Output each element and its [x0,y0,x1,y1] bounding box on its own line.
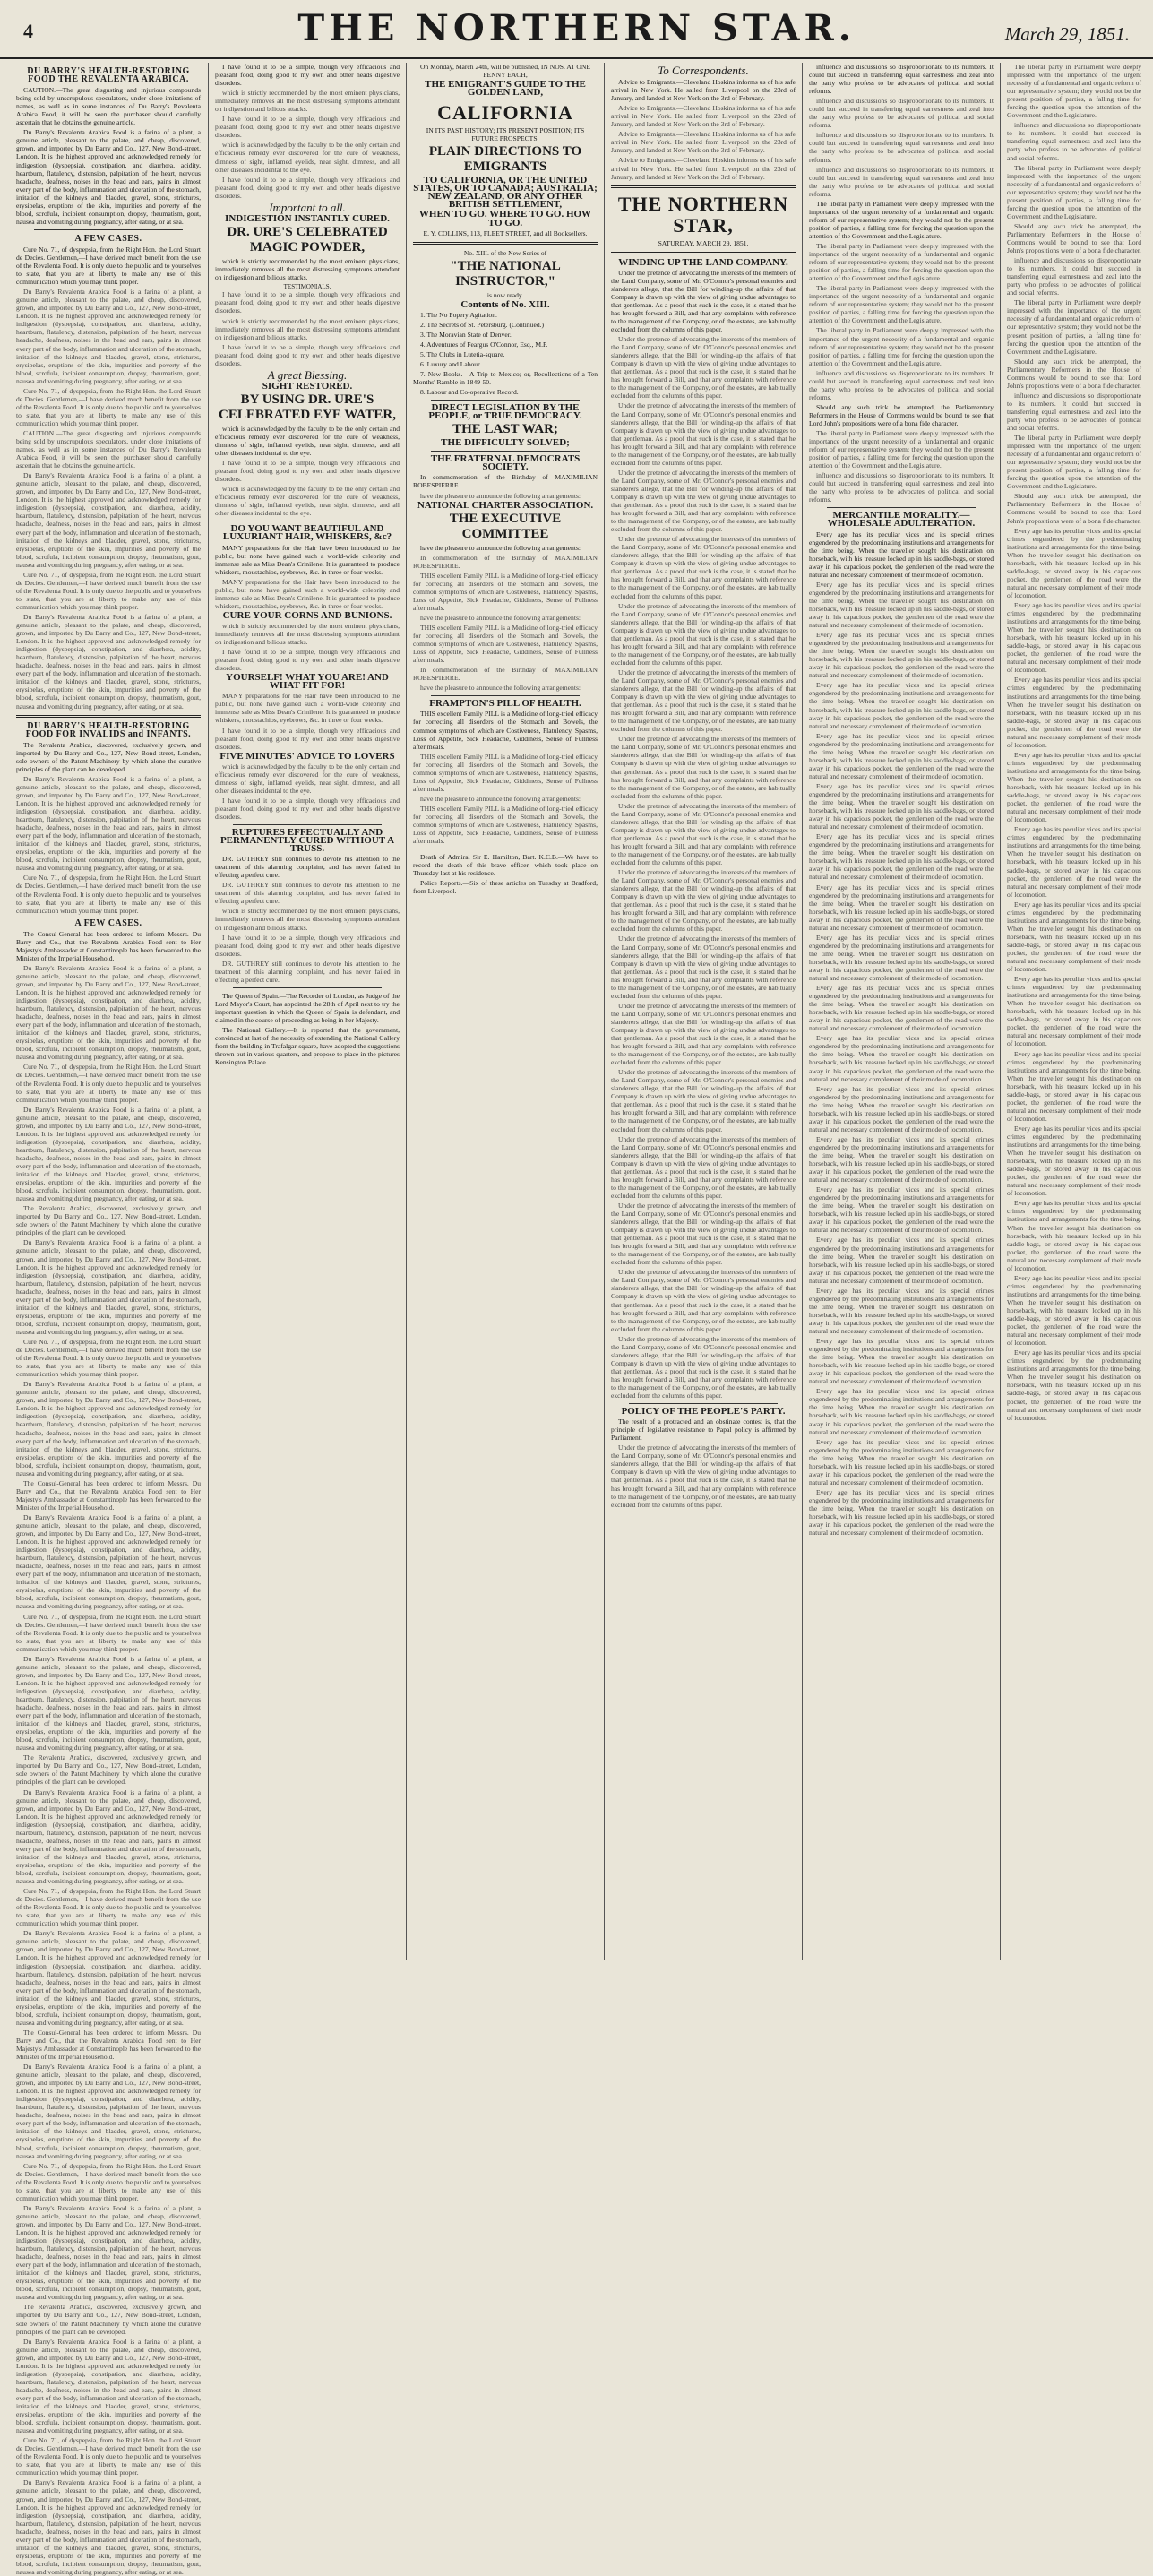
leader-paragraph: influence and discussions so disproportionate to its numbers. It could but succeed in transferring equal earnestness and zeal into the party who profess to be advocates of political and social reforms. [809,63,994,96]
divider [34,229,183,230]
paragraph: In commemoration of the Birthday of MAXIMILIAN ROBESPIERRE. [413,666,598,683]
ad-paragraph: Du Barry's Revalenta Arabica Food is a farina of a plant, a genuine article, pleasant to the palate, and cheap, discovered, grown, and imported by Du Barry and Co., 127, New Bond-street, London. It is the highest approved and acknowledged remedy for indigestion (dyspepsia), constipation, and diarrhœa, acidity, heartburn, flatulency, distension, palpitation of the heart, nervous headache, deafness, noises in the head and ears, pains in almost every part of the body, inflammation and ulceration of the stomach, irritation of the kidneys and bladder, gravel, stone, strictures, erysipelas, eruptions of the skin, impurities and poverty of the blood, scrofula, incipient consumption, dropsy, rheumatism, gout, nausea and vomiting during pregnancy, after eating, or at sea. [16,2203,201,2302]
leader-paragraph: Every age has its peculiar vices and its special crimes engendered by the predominating institutions and arrangements for the time being. When the traveller sought his destination on horseback, with his treasure locked up in his saddle-bags, or stored away in his capacious pocket, the gentlemen of the road were the natural and necessary complement of their mode of locomotion. [809,933,994,983]
page-number: 4 [23,20,33,42]
contents-heading: Contents of No. XIII. [460,298,550,310]
leader-paragraph: influence and discussions so disproportionate to its numbers. It could but succeed in transferring equal earnestness and zeal into the party who profess to be advocates of political and social reforms. [1007,391,1141,433]
masthead [0,0,1153,59]
instructor-status: is now ready. [486,290,524,299]
paragraph: DR. GUTHREY still continues to devote his attention to the treatment of this alarming complaint, and has never failed in effecting a perfect cure. [215,959,400,984]
ad-paragraph: CAUTION.—The great disgusting and injurious compounds being sold by unscrupulous speculators, under close imitations of names, as well as in some instances of Du Barry's Revalenta Arabica Food, it will be seen the purchaser should carefully ascertain that he obtains the genuine article. [16,86,201,127]
ad-paragraph: Cure No. 71, of dyspepsia, from the Right Hon. the Lord Stuart de Decies. Gentlemen,—I have derived much benefit from the use of the Revalenta Food. It is only due to the public and to yourselves to state, that you are at liberty to make any use of this communication which you may think proper. [16,1337,201,1379]
ad-heading: FRAMPTON'S PILL OF HEALTH. [429,698,581,710]
divider [431,695,580,696]
paragraph: I have found it to be a simple, though very efficacious and pleasant food, doing good to my own and other heads digestive disorders. [215,290,400,315]
ad-paragraph: Du Barry's Revalenta Arabica Food is a farina of a plant, a genuine article, pleasant to the palate, and cheap, discovered, grown, and imported by Du Barry and Co., 127, New Bond-street, London. It is the highest approved and acknowledged remedy for indigestion (dyspepsia), constipation, and diarrhœa, acidity, heartburn, flatulency, distension, palpitation of the heart, nervous headache, deafness, noises in the head and ears, pains in almost every part of the body, inflammation and ulceration of the stomach, irritation of the kidneys and bladder, gravel, stone, strictures, erysipelas, eruptions of the skin, impurities and poverty of the blood, scrofula, incipient consumption, dropsy, rheumatism, gout, nausea and vomiting during pregnancy, after eating, or at sea. [16,1105,201,1203]
paragraph: have the pleasure to announce the following arrangements: [420,543,581,552]
ad-paragraph: which is acknowledged by the faculty to be the only certain and efficacious remedy ever discovered for the cure of weakness, dimness of sight, inflamed eyelids, near sight, dimness, and all other diseases incidental to the eye. [215,424,400,458]
ad-paragraph: The Revalenta Arabica, discovered, exclusively grown, and imported by Du Barry and Co., 127, New Bond-street, London, sole owners of the Patent Machinery by which alone the curative principles of the plant can be developed. [16,1204,201,1237]
testimonial-paragraph: Cure No. 71, of dyspepsia, from the Right Hon. the Lord Stuart de Decies. Gentlemen,—I have derived much benefit from the use of the Revalenta Food. It is only due to the public and to yourselves to state, that you are at liberty to make any use of this communication which you may think proper. [16,386,201,427]
column-3 [413,63,598,1960]
editorial-date: SATURDAY, MARCH 29, 1851. [658,238,749,247]
contents-item: 7. New Books.—A Trip to Mexico; or, Recollections of a Ten Months' Ramble in 1849-50. [413,370,598,387]
ad-paragraph: Du Barry's Revalenta Arabica Food is a farina of a plant, a genuine article, pleasant to the palate, and cheap, discovered, grown, and imported by Du Barry and Co., 127, New Bond-street, London. It is the highest approved and acknowledged remedy for indigestion (dyspepsia), constipation, and diarrhœa, acidity, heartburn, flatulency, distension, palpitation of the heart, nervous headache, deafness, noises in the head and ears, pains in almost every part of the body, inflammation and ulceration of the stomach, irritation of the kidneys and bladder, gravel, stone, strictures, erysipelas, eruptions of the skin, impurities and poverty of the blood, scrofula, incipient consumption, dropsy, rheumatism, gout, nausea and vomiting during pregnancy, after eating, or at sea. [16,1238,201,1336]
leader-paragraph: Every age has its peculiar vices and its special crimes engendered by the predominating institutions and arrangements for the time being. When the traveller sought his destination on horseback, with his treasure locked up in his saddle-bags, or stored away in his capacious pocket, the gentlemen of the road were the natural and necessary complement of their mode of locomotion. [809,731,994,780]
ad-paragraph: Du Barry's Revalenta Arabica Food is a farina of a plant, a genuine article, pleasant to the palate, and cheap, discovered, grown, and imported by Du Barry and Co., 127, New Bond-street, London. It is the highest approved and acknowledged remedy for indigestion (dyspepsia), constipation, and diarrhœa, acidity, heartburn, flatulency, distension, palpitation of the heart, nervous headache, deafness, noises in the head and ears, pains in almost every part of the body, inflammation and ulceration of the stomach, irritation of the kidneys and bladder, gravel, stone, strictures, erysipelas, eruptions of the skin, impurities and poverty of the blood, scrofula, incipient consumption, dropsy, rheumatism, gout, nausea and vomiting during pregnancy, after eating, or at sea. [16,1380,201,1478]
leader-paragraph: Every age has its peculiar vices and its special crimes engendered by the predominating institutions and arrangements for the time being. When the traveller sought his destination on horseback, with his treasure locked up in his saddle-bags, or stored away in his capacious pocket, the gentlemen of the road were the natural and necessary complement of their mode of locomotion. [809,1387,994,1436]
leader-paragraph: Every age has its peculiar vices and its special crimes engendered by the predominating institutions and arrangements for the time being. When the traveller sought his destination on horseback, with his treasure locked up in his saddle-bags, or stored away in his capacious pocket, the gentlemen of the road were the natural and necessary complement of their mode of locomotion. [1007,975,1141,1048]
leader-paragraph: Every age has its peculiar vices and its special crimes engendered by the predominating institutions and arrangements for the time being. When the traveller sought his destination on horseback, with his treasure locked up in his saddle-bags, or stored away in his capacious pocket, the gentlemen of the road were the natural and necessary complement of their mode of locomotion. [809,781,994,831]
paragraph: I have found it to be a simple, though very efficacious and pleasant food, doing good to my own and other heads digestive disorders. [215,933,400,958]
california-heading: CALIFORNIA [437,101,573,125]
paragraph: have the pleasure to announce the following arrangements: [420,613,581,622]
divider [16,715,201,718]
ad-heading: DU BARRY'S HEALTH-RESTORING FOOD THE REVALENTA ARABICA. [27,66,190,85]
leader-paragraph: Every age has its peculiar vices and its special crimes engendered by the predominating institutions and arrangements for the time being. When the traveller sought his destination on horseback, with his treasure locked up in his saddle-bags, or stored away in his capacious pocket, the gentlemen of the road were the natural and necessary complement of their mode of locomotion. [1007,1199,1141,1272]
paragraph: which is strictly recommended by the most eminent physicians, immediately removes all the most distressing symptoms attendant on indigestion and bilious attacks. [215,89,400,114]
ad-paragraph: Du Barry's Revalenta Arabica Food is a farina of a plant, a genuine article, pleasant to the palate, and cheap, discovered, grown, and imported by Du Barry and Co., 127, New Bond-street, London. It is the highest approved and acknowledged remedy for indigestion (dyspepsia), constipation, and diarrhœa, acidity, heartburn, flatulency, distension, palpitation of the heart, nervous headache, deafness, noises in the head and ears, pains in almost every part of the body, inflammation and ulceration of the stomach, irritation of the kidneys and bladder, gravel, stone, strictures, erysipelas, eruptions of the skin, impurities and poverty of the blood, scrofula, incipient consumption, dropsy, rheumatism, gout, nausea and vomiting during pregnancy, after eating, or at sea. [16,1929,201,2027]
leader-paragraph: Every age has its peculiar vices and its special crimes engendered by the predominating institutions and arrangements for the time being. When the traveller sought his destination on horseback, with his treasure locked up in his saddle-bags, or stored away in his capacious pocket, the gentlemen of the road were the natural and necessary complement of their mode of locomotion. [1007,676,1141,749]
leader-paragraph: Every age has its peculiar vices and its special crimes engendered by the predominating institutions and arrangements for the time being. When the traveller sought his destination on horseback, with his treasure locked up in his saddle-bags, or stored away in his capacious pocket, the gentlemen of the road were the natural and necessary complement of their mode of locomotion. [809,1084,994,1133]
ad-heading: RUPTURES EFFECTUALLY AND PERMANENTLY CURED WITHOUT A TRUSS. [219,827,395,855]
ad-paragraph: The Revalenta Arabica, discovered, exclusively grown, and imported by Du Barry and Co., 127, New Bond-street, London, sole owners of the Patent Machinery by which alone the curative principles of the plant can be developed. [16,740,201,773]
paragraph: Advice to Emigrants.—Cleveland Hoskins informs us of his safe arrival in New York. He sailed from Liverpool on the 23rd of January, and landed at New York on the 3rd of February. [611,104,796,129]
paragraph: I have found it to be a simple, though very efficacious and pleasant food, doing good to my own and other heads digestive disorders. [215,459,400,484]
leader-paragraph: influence and discussions so disproportionate to its numbers. It could but succeed in transferring equal earnestness and zeal into the party who profess to be advocates of political and social reforms. [1007,121,1141,162]
leader-paragraph: Every age has its peculiar vices and its special crimes engendered by the predominating institutions and arrangements for the time being. When the traveller sought his destination on horseback, with his treasure locked up in his saddle-bags, or stored away in his capacious pocket, the gentlemen of the road were the natural and necessary complement of their mode of locomotion. [1007,900,1141,974]
ad-paragraph: Cure No. 71, of dyspepsia, from the Right Hon. the Lord Stuart de Decies. Gentlemen,—I have derived much benefit from the use of the Revalenta Food. It is only due to the public and to yourselves to state, that you are at liberty to make any use of this communication which you may think proper. [16,2161,201,2202]
paragraph: which is acknowledged by the faculty to be the only certain and efficacious remedy ever discovered for the cure of weakness, dimness of sight, inflamed eyelids, near sight, dimness, and all other diseases incidental to the eye. [215,141,400,174]
ad-paragraph: Du Barry's Revalenta Arabica Food is a farina of a plant, a genuine article, pleasant to the palate, and cheap, discovered, grown, and imported by Du Barry and Co., 127, New Bond-street, London. It is the highest approved and acknowledged remedy for indigestion (dyspepsia), constipation, and diarrhœa, acidity, heartburn, flatulency, distension, palpitation of the heart, nervous headache, deafness, noises in the head and ears, pains in almost every part of the body, inflammation and ulceration of the stomach, irritation of the kidneys and bladder, gravel, stone, strictures, erysipelas, eruptions of the skin, impurities and poverty of the blood, scrofula, incipient consumption, dropsy, rheumatism, gout, nausea and vomiting during pregnancy, after eating, or at sea. [16,2063,201,2160]
testimonials-label: TESTIMONIALS. [283,282,331,290]
contents-item: 4. Adventures of Feargus O'Connor, Esq., M.P. [420,340,548,349]
section-heading: A FEW CASES. [74,233,142,244]
leader-paragraph: Every age has its peculiar vices and its special crimes engendered by the predominating institutions and arrangements for the time being. When the traveller sought his destination on horseback, with his treasure locked up in his saddle-bags, or stored away in his capacious pocket, the gentlemen of the road were the natural and necessary complement of their mode of locomotion. [1007,750,1141,824]
paragraph: MANY preparations for the Hair have been introduced to the public, but none have gained such a world-wide celebrity and immense sale as Miss Dean's Crinilene. It is guaranteed to produce whiskers, moustachios, eyebrows, &c. in three or four weeks. [215,577,400,610]
section-heading: Important to all. [269,200,346,214]
ad-paragraph: The Revalenta Arabica, discovered, exclusively grown, and imported by Du Barry and Co., 127, New Bond-street, London, sole owners of the Patent Machinery by which alone the curative principles of the plant can be developed. [16,2303,201,2336]
ad-heading: DU BARRY'S HEALTH-RESTORING FOOD FOR INVALIDS and INFANTS. [25,720,192,739]
leader-paragraph: Every age has its peculiar vices and its special crimes engendered by the predominating institutions and arrangements for the time being. When the traveller sought his destination on horseback, with his treasure locked up in his saddle-bags, or stored away in his capacious pocket, the gentlemen of the road were the natural and necessary complement of their mode of locomotion. [809,1487,994,1538]
leader-paragraph: Every age has its peculiar vices and its special crimes engendered by the predominating institutions and arrangements for the time being. When the traveller sought his destination on horseback, with his treasure locked up in his saddle-bags, or stored away in his capacious pocket, the gentlemen of the road were the natural and necessary complement of their mode of locomotion. [1007,526,1141,599]
leader-paragraph: The liberal party in Parliament were deeply impressed with the importance of the urgent necessity of a fundamental and organic reform of our representative system; they would not be the present position of parties, a falling time for forcing the question upon the attention of the Government and the Legislature. [809,326,994,367]
column-rule [802,63,803,1960]
paragraph: Advice to Emigrants.—Cleveland Hoskins informs us of his safe arrival in New York. He sailed from Liverpool on the 23rd of January, and landed at New York on the 3rd of February. [611,130,796,155]
ad-paragraph: Du Barry's Revalenta Arabica Food is a farina of a plant, a genuine article, pleasant to the palate, and cheap, discovered, grown, and imported by Du Barry and Co., 127, New Bond-street, London. It is the highest approved and acknowledged remedy for indigestion (dyspepsia), constipation, and diarrhœa, acidity, heartburn, flatulency, distension, palpitation of the heart, nervous headache, deafness, noises in the head and ears, pains in almost every part of the body, inflammation and ulceration of the stomach, irritation of the kidneys and bladder, gravel, stone, strictures, erysipelas, eruptions of the skin, impurities and poverty of the blood, scrofula, incipient consumption, dropsy, rheumatism, gout, nausea and vomiting during pregnancy, after eating, or at sea. [16,963,201,1062]
leader-paragraph: Every age has its peculiar vices and its special crimes engendered by the predominating institutions and arrangements for the time being. When the traveller sought his destination on horseback, with his treasure locked up in his saddle-bags, or stored away in his capacious pocket, the gentlemen of the road were the natural and necessary complement of their mode of locomotion. [809,984,994,1033]
divider [611,185,796,188]
ad-paragraph: Cure No. 71, of dyspepsia, from the Right Hon. the Lord Stuart de Decies. Gentlemen,—I have derived much benefit from the use of the Revalenta Food. It is only due to the public and to yourselves to state, that you are at liberty to make any use of this communication which you may think proper. [16,1063,201,1104]
paragraph: THIS excellent Family PILL is a Medicine of long-tried efficacy for correcting all disorders of the Stomach and Bowels, the common symptoms of which are Costiveness, Flatulency, Spasms, Loss of Appetite, Sick Headache, Giddiness, Sense of Fullness after meals. [413,804,598,846]
ad-heading: DO YOU WANT BEAUTIFUL AND LUXURIANT HAIR, WHISKERS, &c? [222,523,392,543]
ad-paragraph: DR. GUTHREY still continues to devote his attention to the treatment of this alarming complaint, and has never failed in effecting a perfect cure. [215,855,400,880]
divider [431,400,580,401]
leader-paragraph: Under the pretence of advocating the interests of the members of the Land Company, some of Mr. O'Connor's personal enemies and slanderers allege, that the Bill for winding-up the affairs of that Company is drawn up with the view of giving undue advantages to that gentleman. As a proof that such is the case, it is stated that he has brought forward a Bill, and that any complaints with reference to the management of the Company, or of the estates, are habitually excluded from the columns of this paper. [611,468,796,534]
section-heading: A great Blessing. [267,367,348,382]
instructor-number: No. XIII. of the New Series of [463,248,547,257]
ad-heading: YOURSELF! WHAT YOU ARE! AND WHAT FIT FOR! [226,672,389,692]
leader-paragraph: Every age has its peculiar vices and its special crimes engendered by the predominating institutions and arrangements for the time being. When the traveller sought his destination on horseback, with his treasure locked up in his saddle-bags, or stored away in his capacious pocket, the gentlemen of the road were the natural and necessary complement of their mode of locomotion. [809,1337,994,1386]
paragraph: have the pleasure to announce the following arrangements: [420,794,581,803]
editorial-masthead: THE NORTHERN STAR, [617,192,789,237]
ad-heading: THE EXECUTIVE COMMITTEE [449,511,562,541]
ad-paragraph: The Consul-General has been ordered to inform Messrs. Du Barry and Co., that the Revalenta Arabica Food sent to Her Majesty's Ambassador at Constantinople has been forwarded to the Minister of the Imperial Household. [16,1478,201,1512]
news-paragraph: Death of Admiral Sir E. Hamilton, Bart. K.C.B.—We have to record the death of this brave officer, which took place on Thursday last at his residence. [413,853,598,878]
ad-paragraph: Cure No. 71, of dyspepsia, from the Right Hon. the Lord Stuart de Decies. Gentlemen,—I have derived much benefit from the use of the Revalenta Food. It is only due to the public and to yourselves to state, that you are at liberty to make any use of this communication which you may think proper. [16,874,201,915]
leader-paragraph: Should any such trick be attempted, the Parliamentary Reformers in the House of Commons would be bound to see that Lord John's propositions were of a bona fide character. [1007,492,1141,525]
leader-paragraph: Under the pretence of advocating the interests of the members of the Land Company, some of Mr. O'Connor's personal enemies and slanderers allege, that the Bill for winding-up the affairs of that Company is drawn up with the view of giving undue advantages to that gentleman. As a proof that such is the case, it is stated that he has brought forward a Bill, and that any complaints with reference to the management of the Company, or of the estates, are habitually excluded from the columns of this paper. [611,1201,796,1267]
contents-item: 6. Luxury and Labour. [420,359,482,368]
leader-paragraph: Every age has its peculiar vices and its special crimes engendered by the predominating institutions and arrangements for the time being. When the traveller sought his destination on horseback, with his treasure locked up in his saddle-bags, or stored away in his capacious pocket, the gentlemen of the road were the natural and necessary complement of their mode of locomotion. [809,1185,994,1235]
paragraph: THIS excellent Family PILL is a Medicine of long-tried efficacy for correcting all disorders of the Stomach and Bowels, the common symptoms of which are Costiveness, Flatulency, Spasms, Loss of Appetite, Sick Headache, Giddiness, Sense of Fullness after meals. [413,571,598,612]
testimonial-paragraph: Du Barry's Revalenta Arabica Food is a farina of a plant, a genuine article, pleasant to the palate, and cheap, discovered, grown, and imported by Du Barry and Co., 127, New Bond-street, London. It is the highest approved and acknowledged remedy for indigestion (dyspepsia), constipation, and diarrhœa, acidity, heartburn, flatulency, distension, palpitation of the heart, nervous headache, deafness, noises in the head and ears, pains in almost every part of the body, inflammation and ulceration of the stomach, irritation of the kidneys and bladder, gravel, stone, strictures, erysipelas, eruptions of the skin, impurities and poverty of the blood, scrofula, incipient consumption, dropsy, rheumatism, gout, nausea and vomiting during pregnancy, after eating, or at sea. [16,288,201,385]
divider [611,252,796,254]
divider [827,507,976,508]
leader-paragraph: Should any such trick be attempted, the Parliamentary Reformers in the House of Commons would be bound to see that Lord John's propositions were of a bona fide character. [1007,221,1141,255]
ad-paragraph: The Consul-General has been ordered to inform Messrs. Du Barry and Co., that the Revalenta Arabica Food sent to Her Majesty's Ambassador at Constantinople has been forwarded to the Minister of the Imperial Household. [16,929,201,962]
leader-paragraph: Under the pretence of advocating the interests of the members of the Land Company, some of Mr. O'Connor's personal enemies and slanderers allege, that the Bill for winding-up the affairs of that Company is drawn up with the view of giving undue advantages to that gentleman. As a proof that such is the case, it is stated that he has brought forward a Bill, and that any complaints with reference to the management of the Company, or of the estates, are habitually excluded from the columns of this paper. [611,935,796,1000]
ad-heading: BY USING DR. URE'S CELEBRATED EYE WATER, [219,392,396,422]
ad-paragraph: Du Barry's Revalenta Arabica Food is a farina of a plant, a genuine article, pleasant to the palate, and cheap, discovered, grown, and imported by Du Barry and Co., 127, New Bond-street, London. It is the highest approved and acknowledged remedy for indigestion (dyspepsia), constipation, and diarrhœa, acidity, heartburn, flatulency, distension, palpitation of the heart, nervous headache, deafness, noises in the head and ears, pains in almost every part of the body, inflammation and ulceration of the stomach, irritation of the kidneys and bladder, gravel, stone, strictures, erysipelas, eruptions of the skin, impurities and poverty of the blood, scrofula, incipient consumption, dropsy, rheumatism, gout, nausea and vomiting during pregnancy, after eating, or at sea. [16,128,201,226]
leader-paragraph: influence and discussions so disproportionate to its numbers. It could but succeed in transferring equal earnestness and zeal into the party who profess to be advocates of political and social reforms. [809,471,994,504]
news-paragraph: Police Reports.—Six of these articles on Tuesday at Bradford, from Liverpool. [413,879,598,896]
paragraph: I have found it to be a simple, though very efficacious and pleasant food, doing good to my own and other heads digestive disorders. [215,115,400,140]
contents-item: 5. The Clubs in Lutetia-square. [420,349,505,358]
leader-paragraph: The liberal party in Parliament were deeply impressed with the importance of the urgent necessity of a fundamental and organic reform of our representative system; they would not be the present position of parties, a falling time for forcing the question upon the attention of the Government and the Legislature. [809,199,994,240]
ad-paragraph: The Revalenta Arabica, discovered, exclusively grown, and imported by Du Barry and Co., 127, New Bond-street, London, sole owners of the Patent Machinery by which alone the curative principles of the plant can be developed. [16,1753,201,1787]
publisher: E. Y. COLLINS, 113, FLEET STREET, and all Booksellers. [423,228,588,237]
guide-subtitle: IN ITS PAST HISTORY; ITS PRESENT POSITION; ITS FUTURE PROSPECTS: [426,126,585,143]
paragraph: I have found it to be a simple, though very efficacious and pleasant food, doing good to my own and other heads digestive disorders. [215,796,400,821]
leader-paragraph: influence and discussions so disproportionate to its numbers. It could but succeed in transferring equal earnestness and zeal into the party who profess to be advocates of political and social reforms. [1007,256,1141,297]
paragraph: I have found it to be a simple, though very efficacious and pleasant food, doing good to my own and other heads digestive disorders. [215,726,400,751]
paragraph: I have found it to be a simple, though very efficacious and pleasant food, doing good to my own and other heads digestive disorders. [215,342,400,367]
ad-paragraph: Cure No. 71, of dyspepsia, from the Right Hon. the Lord Stuart de Decies. Gentlemen,—I have derived much benefit from the use of the Revalenta Food. It is only due to the public and to yourselves to state, that you are at liberty to make any use of this communication which you may think proper. [16,1612,201,1653]
column-2 [215,63,400,1960]
plain-directions-heading: PLAIN DIRECTIONS TO EMIGRANTS [428,144,582,175]
leader-paragraph: Every age has its peculiar vices and its special crimes engendered by the predominating institutions and arrangements for the time being. When the traveller sought his destination on horseback, with his treasure locked up in his saddle-bags, or stored away in his capacious pocket, the gentlemen of the road were the natural and necessary complement of their mode of locomotion. [809,832,994,882]
leader-paragraph: Should any such trick be attempted, the Parliamentary Reformers in the House of Commons would be bound to see that Lord John's propositions were of a bona fide character. [1007,357,1141,390]
column-rule [604,63,605,1960]
paragraph: have the pleasure to announce the following arrangements: [420,491,581,500]
ad-heading: THE DIFFICULTY SOLVED; [441,437,570,449]
contents-item: 2. The Secrets of St. Petersburg. (Continued.) [420,320,545,329]
paragraph: MANY preparations for the Hair have been introduced to the public, but none have gained such a world-wide celebrity and immense sale as Miss Dean's Crinilene. It is guaranteed to produce whiskers, moustachios, eyebrows, &c. in three or four weeks. [215,692,400,725]
instructor-title: "THE NATIONAL INSTRUCTOR," [450,258,561,289]
ad-paragraph: Du Barry's Revalenta Arabica Food is a farina of a plant, a genuine article, pleasant to the palate, and cheap, discovered, grown, and imported by Du Barry and Co., 127, New Bond-street, London. It is the highest approved and acknowledged remedy for indigestion (dyspepsia), constipation, and diarrhœa, acidity, heartburn, flatulency, distension, palpitation of the heart, nervous headache, deafness, noises in the head and ears, pains in almost every part of the body, inflammation and ulceration of the stomach, irritation of the kidneys and bladder, gravel, stone, strictures, erysipelas, eruptions of the skin, impurities and poverty of the blood, scrofula, incipient consumption, dropsy, rheumatism, gout, nausea and vomiting during pregnancy, after eating, or at sea. [16,1788,201,1886]
column-4 [611,63,796,1960]
leader-paragraph: influence and discussions so disproportionate to its numbers. It could but succeed in transferring equal earnestness and zeal into the party who profess to be advocates of political and social reforms. [809,165,994,198]
leader-heading: MERCANTILE MORALITY.—WHOLESALE ADULTERATION. [827,510,976,530]
contents-item: 3. The Moravian State of Denver. [420,330,512,339]
news-paragraph: The National Gallery.—It is reported that the government, convinced at last of the necessity of extending the National Gallery from the building in Trafalgar-square, have adopted the suggestions thrown out in various quarters, and propose to place in the pictures Kensington Palace. [215,1026,400,1067]
ad-heading: DR. URE'S CELEBRATED MAGIC POWDER, [227,224,388,254]
ad-paragraph: MANY preparations for the Hair have been introduced to the public, but none have gained such a world-wide celebrity and immense sale as Miss Dean's Crinilene. It is guaranteed to produce whiskers, moustachios, eyebrows, &c. in three or four weeks. [215,543,400,576]
leader-paragraph: The result of a protracted and an obstinate contest is, that the principle of legislative resistance to Papal policy is affirmed by Parliament. [611,1417,796,1443]
ad-paragraph: Du Barry's Revalenta Arabica Food is a farina of a plant, a genuine article, pleasant to the palate, and cheap, discovered, grown, and imported by Du Barry and Co., 127, New Bond-street, London. It is the highest approved and acknowledged remedy for indigestion (dyspepsia), constipation, and diarrhœa, acidity, heartburn, flatulency, distension, palpitation of the heart, nervous headache, deafness, noises in the head and ears, pains in almost every part of the body, inflammation and ulceration of the stomach, irritation of the kidneys and bladder, gravel, stone, strictures, erysipelas, eruptions of the skin, impurities and poverty of the blood, scrofula, incipient consumption, dropsy, rheumatism, gout, nausea and vomiting during pregnancy, after eating, or at sea. [16,2337,201,2435]
leader-paragraph: Every age has its peculiar vices and its special crimes engendered by the predominating institutions and arrangements for the time being. When the traveller sought his destination on horseback, with his treasure locked up in his saddle-bags, or stored away in his capacious pocket, the gentlemen of the road were the natural and necessary complement of their mode of locomotion. [1007,1348,1141,1422]
testimonial-paragraph: Cure No. 71, of dyspepsia, from the Right Hon. the Lord Stuart de Decies. Gentlemen,—I have derived much benefit from the use of the Revalenta Food. It is only due to the public and to yourselves to state, that you are at liberty to make any use of this communication which you may think proper. [16,245,201,287]
leader-paragraph: Every age has its peculiar vices and its special crimes engendered by the predominating institutions and arrangements for the time being. When the traveller sought his destination on horseback, with his treasure locked up in his saddle-bags, or stored away in his capacious pocket, the gentlemen of the road were the natural and necessary complement of their mode of locomotion. [809,1437,994,1486]
when-to-go: WHEN TO GO. WHERE TO GO. HOW TO GO. [418,209,592,228]
news-paragraph: The Queen of Spain.—The Recorder of London, as Judge of the Lord Mayor's Court, has appointed the 28th of April next to try the important question in which the Queen of Spain is defendant, and claimed in the course of proceeding as being in her Majesty. [215,991,400,1024]
paragraph: which is strictly recommended by the most eminent physicians, immediately removes all the most distressing symptoms attendant on indigestion and bilious attacks. [215,316,400,341]
ad-paragraph: Cure No. 71, of dyspepsia, from the Right Hon. the Lord Stuart de Decies. Gentlemen,—I have derived much benefit from the use of the Revalenta Food. It is only due to the public and to yourselves to state, that you are at liberty to make any use of this communication which you may think proper. [16,1887,201,1928]
notice-lead: On Monday, March 24th, will be published, IN NOS. AT ONE PENNY EACH, [419,63,591,80]
divider [233,824,382,825]
leader-paragraph: Under the pretence of advocating the interests of the members of the Land Company, some of Mr. O'Connor's personal enemies and slanderers allege, that the Bill for winding-up the affairs of that Company is drawn up with the view of giving undue advantages to that gentleman. As a proof that such is the case, it is stated that he has brought forward a Bill, and that any complaints with reference to the management of the Company, or of the estates, are habitually excluded from the columns of this paper. [611,401,796,467]
divider [431,451,580,452]
leader-paragraph: Every age has its peculiar vices and its special crimes engendered by the predominating institutions and arrangements for the time being. When the traveller sought his destination on horseback, with his treasure locked up in his saddle-bags, or stored away in his capacious pocket, the gentlemen of the road were the natural and necessary complement of their mode of locomotion. [809,1236,994,1285]
leader-heading: WINDING UP THE LAND COMPANY. [618,256,788,268]
paragraph: DR. GUTHREY still continues to devote his attention to the treatment of this alarming complaint, and has never failed in effecting a perfect cure. [215,881,400,906]
leader-paragraph: Under the pretence of advocating the interests of the members of the Land Company, some of Mr. O'Connor's personal enemies and slanderers allege, that the Bill for winding-up the affairs of that Company is drawn up with the view of giving undue advantages to that gentleman. As a proof that such is the case, it is stated that he has brought forward a Bill, and that any complaints with reference to the management of the Company, or of the estates, are habitually excluded from the columns of this paper. [611,335,796,401]
paragraph: I have found it to be a simple, though very efficacious and pleasant food, doing good to my own and other heads digestive disorders. [215,63,400,88]
leader-paragraph: Every age has its peculiar vices and its special crimes engendered by the predominating institutions and arrangements for the time being. When the traveller sought his destination on horseback, with his treasure locked up in his saddle-bags, or stored away in his capacious pocket, the gentlemen of the road were the natural and necessary complement of their mode of locomotion. [809,631,994,680]
leader-paragraph: Under the pretence of advocating the interests of the members of the Land Company, some of Mr. O'Connor's personal enemies and slanderers allege, that the Bill for winding-up the affairs of that Company is drawn up with the view of giving undue advantages to that gentleman. As a proof that such is the case, it is stated that he has brought forward a Bill, and that any complaints with reference to the management of the Company, or of the estates, are habitually excluded from the columns of this paper. [611,1068,796,1133]
testimonial-paragraph: Du Barry's Revalenta Arabica Food is a farina of a plant, a genuine article, pleasant to the palate, and cheap, discovered, grown, and imported by Du Barry and Co., 127, New Bond-street, London. It is the highest approved and acknowledged remedy for indigestion (dyspepsia), constipation, and diarrhœa, acidity, heartburn, flatulency, distension, palpitation of the heart, nervous headache, deafness, noises in the head and ears, pains in almost every part of the body, inflammation and ulceration of the stomach, irritation of the kidneys and bladder, gravel, stone, strictures, erysipelas, eruptions of the skin, impurities and poverty of the blood, scrofula, incipient consumption, dropsy, rheumatism, gout, nausea and vomiting during pregnancy, after eating, or at sea. [16,613,201,711]
issue-date: March 29, 1851. [1004,23,1130,45]
leader-paragraph: Every age has its peculiar vices and its special crimes engendered by the predominating institutions and arrangements for the time being. When the traveller sought his destination on horseback, with his treasure locked up in his saddle-bags, or stored away in his capacious pocket, the gentlemen of the road were the natural and necessary complement of their mode of locomotion. [1007,1273,1141,1348]
leader-paragraph: Under the pretence of advocating the interests of the members of the Land Company, some of Mr. O'Connor's personal enemies and slanderers allege, that the Bill for winding-up the affairs of that Company is drawn up with the view of giving undue advantages to that gentleman. As a proof that such is the case, it is stated that he has brought forward a Bill, and that any complaints with reference to the management of the Company, or of the estates, are habitually excluded from the columns of this paper. [611,668,796,734]
column-rule [208,63,209,1960]
paragraph: which is strictly recommended by the most eminent physicians, immediately removes all the most distressing symptoms attendant on indigestion and bilious attacks. [215,621,400,647]
leader-paragraph: The liberal party in Parliament were deeply impressed with the importance of the urgent necessity of a fundamental and organic reform of our representative system; they would not be the present position of parties, a falling time for forcing the question upon the attention of the Government and the Legislature. [1007,63,1141,120]
leader-paragraph: Under the pretence of advocating the interests of the members of the Land Company, some of Mr. O'Connor's personal enemies and slanderers allege, that the Bill for winding-up the affairs of that Company is drawn up with the view of giving undue advantages to that gentleman. As a proof that such is the case, it is stated that he has brought forward a Bill, and that any complaints with reference to the management of the Company, or of the estates, are habitually excluded from the columns of this paper. [611,1268,796,1333]
paragraph: THIS excellent Family PILL is a Medicine of long-tried efficacy for correcting all disorders of the Stomach and Bowels, the common symptoms of which are Costiveness, Flatulency, Spasms, Loss of Appetite, Sick Headache, Giddiness, Sense of Fullness after meals. [413,624,598,665]
leader-paragraph: Every age has its peculiar vices and its special crimes engendered by the predominating institutions and arrangements for the time being. When the traveller sought his destination on horseback, with his treasure locked up in his saddle-bags, or stored away in his capacious pocket, the gentlemen of the road were the natural and necessary complement of their mode of locomotion. [809,1034,994,1083]
ad-heading: THE FRATERNAL DEMOCRATS SOCIETY. [430,453,581,473]
leader-paragraph: influence and discussions so disproportionate to its numbers. It could but succeed in transferring equal earnestness and zeal into the party who profess to be advocates of political and social reforms. [809,131,994,164]
leader-paragraph: Every age has its peculiar vices and its special crimes engendered by the predominating institutions and arrangements for the time being. When the traveller sought his destination on horseback, with his treasure locked up in his saddle-bags, or stored away in his capacious pocket, the gentlemen of the road were the natural and necessary complement of their mode of locomotion. [809,1286,994,1335]
paragraph: THIS excellent Family PILL is a Medicine of long-tried efficacy for correcting all disorders of the Stomach and Bowels, the common symptoms of which are Costiveness, Flatulency, Spasms, Loss of Appetite, Sick Headache, Giddiness, Sense of Fullness after meals. [413,752,598,793]
paragraph: which is acknowledged by the faculty to be the only certain and efficacious remedy ever discovered for the cure of weakness, dimness of sight, inflamed eyelids, near sight, dimness, and all other diseases incidental to the eye. [215,762,400,795]
paragraph: have the pleasure to announce the following arrangements: [420,684,581,693]
ad-heading: NATIONAL CHARTER ASSOCIATION. [417,499,594,511]
testimonial-paragraph: CAUTION.—The great disgusting and injurious compounds being sold by unscrupulous speculators, under close imitations of names, as well as in some instances of Du Barry's Revalenta Arabica Food, it will be seen the purchaser should carefully ascertain that he obtains the genuine article. [16,428,201,470]
testimonial-paragraph: Du Barry's Revalenta Arabica Food is a farina of a plant, a genuine article, pleasant to the palate, and cheap, discovered, grown, and imported by Du Barry and Co., 127, New Bond-street, London. It is the highest approved and acknowledged remedy for indigestion (dyspepsia), constipation, and diarrhœa, acidity, heartburn, flatulency, distension, palpitation of the heart, nervous headache, deafness, noises in the head and ears, pains in almost every part of the body, inflammation and ulceration of the stomach, irritation of the kidneys and bladder, gravel, stone, strictures, erysipelas, eruptions of the skin, impurities and poverty of the blood, scrofula, incipient consumption, dropsy, rheumatism, gout, nausea and vomiting during pregnancy, after eating, or at sea. [16,471,201,569]
leader-paragraph: Under the pretence of advocating the interests of the members of the Land Company, some of Mr. O'Connor's personal enemies and slanderers allege, that the Bill for winding-up the affairs of that Company is drawn up with the view of giving undue advantages to that gentleman. As a proof that such is the case, it is stated that he has brought forward a Bill, and that any complaints with reference to the management of the Company, or of the estates, are habitually excluded from the columns of this paper. [611,868,796,934]
leader-paragraph: Every age has its peculiar vices and its special crimes engendered by the predominating institutions and arrangements for the time being. When the traveller sought his destination on horseback, with his treasure locked up in his saddle-bags, or stored away in his capacious pocket, the gentlemen of the road were the natural and necessary complement of their mode of locomotion. [1007,825,1141,899]
paragraph: In commemoration of the Birthday of MAXIMILIAN ROBESPIERRE. [413,553,598,570]
divider [413,242,598,245]
paragraph: I have found it to be a simple, though very efficacious and pleasant food, doing good to my own and other heads digestive disorders. [215,175,400,200]
paragraph: I have found it to be a simple, though very efficacious and pleasant food, doing good to my own and other heads digestive disorders. [215,648,400,673]
leader-paragraph: Under the pretence of advocating the interests of the members of the Land Company, some of Mr. O'Connor's personal enemies and slanderers allege, that the Bill for winding-up the affairs of that Company is drawn up with the view of giving undue advantages to that gentleman. As a proof that such is the case, it is stated that he has brought forward a Bill, and that any complaints with reference to the management of the Company, or of the estates, are habitually excluded from the columns of this paper. [611,1334,796,1400]
destinations: TO CALIFORNIA, OR THE UNITED STATES, OR TO CANADA; AUSTRALIA; NEW ZEALAND, OR ANY OTHER BRITISH SETTLEMENT, [413,175,598,211]
column-5 [809,63,994,1960]
ad-heading: THE LAST WAR; [452,422,558,437]
ad-paragraph: Du Barry's Revalenta Arabica Food is a farina of a plant, a genuine article, pleasant to the palate, and cheap, discovered, grown, and imported by Du Barry and Co., 127, New Bond-street, London. It is the highest approved and acknowledged remedy for indigestion (dyspepsia), constipation, and diarrhœa, acidity, heartburn, flatulency, distension, palpitation of the heart, nervous headache, deafness, noises in the head and ears, pains in almost every part of the body, inflammation and ulceration of the stomach, irritation of the kidneys and bladder, gravel, stone, strictures, erysipelas, eruptions of the skin, impurities and poverty of the blood, scrofula, incipient consumption, dropsy, rheumatism, gout, nausea and vomiting during pregnancy, after eating, or at sea. [16,1654,201,1753]
leader-paragraph: Every age has its peculiar vices and its special crimes engendered by the predominating institutions and arrangements for the time being. When the traveller sought his destination on horseback, with his treasure locked up in his saddle-bags, or stored away in his capacious pocket, the gentlemen of the road were the natural and necessary complement of their mode of locomotion. [809,530,994,579]
ad-paragraph: The Consul-General has been ordered to inform Messrs. Du Barry and Co., that the Revalenta Arabica Food sent to Her Majesty's Ambassador at Constantinople has been forwarded to the Minister of the Imperial Household. [16,2028,201,2062]
section-heading: INDIGESTION INSTANTLY CURED. [225,212,390,224]
leader-paragraph: influence and discussions so disproportionate to its numbers. It could but succeed in transferring equal earnestness and zeal into the party who profess to be advocates of political and social reforms. [809,97,994,130]
divider [233,987,382,988]
leader-paragraph: Under the pretence of advocating the interests of the members of the Land Company, some of Mr. O'Connor's personal enemies and slanderers allege, that the Bill for winding-up the affairs of that Company is drawn up with the view of giving undue advantages to that gentleman. As a proof that such is the case, it is stated that he has brought forward a Bill, and that any complaints with reference to the management of the Company, or of the estates, are habitually excluded from the columns of this paper. [611,268,796,334]
paragraph: which is strictly recommended by the most eminent physicians, immediately removes all the most distressing symptoms attendant on indigestion and bilious attacks. [215,907,400,932]
leader-paragraph: Every age has its peculiar vices and its special crimes engendered by the predominating institutions and arrangements for the time being. When the traveller sought his destination on horseback, with his treasure locked up in his saddle-bags, or stored away in his capacious pocket, the gentlemen of the road were the natural and necessary complement of their mode of locomotion. [809,681,994,730]
column-rule [1000,63,1001,1960]
leader-paragraph: Should any such trick be attempted, the Parliamentary Reformers in the House of Commons would be bound to see that Lord John's propositions were of a bona fide character. [809,402,994,427]
leader-paragraph: Every age has its peculiar vices and its special crimes engendered by the predominating institutions and arrangements for the time being. When the traveller sought his destination on horseback, with his treasure locked up in his saddle-bags, or stored away in his capacious pocket, the gentlemen of the road were the natural and necessary complement of their mode of locomotion. [809,580,994,630]
contents-item: 8. Labour and Co-operative Record. [420,388,519,397]
contents-item: 1. The No Popery Agitation. [420,310,497,319]
ad-paragraph: Du Barry's Revalenta Arabica Food is a farina of a plant, a genuine article, pleasant to the palate, and cheap, discovered, grown, and imported by Du Barry and Co., 127, New Bond-street, London. It is the highest approved and acknowledged remedy for indigestion (dyspepsia), constipation, and diarrhœa, acidity, heartburn, flatulency, distension, palpitation of the heart, nervous headache, deafness, noises in the head and ears, pains in almost every part of the body, inflammation and ulceration of the stomach, irritation of the kidneys and bladder, gravel, stone, strictures, erysipelas, eruptions of the skin, impurities and poverty of the blood, scrofula, incipient consumption, dropsy, rheumatism, gout, nausea and vomiting during pregnancy, after eating, or at sea. [16,1512,201,1611]
newspaper-title: THE NORTHERN STAR. [297,7,856,49]
leader-paragraph: Every age has its peculiar vices and its special crimes engendered by the predominating institutions and arrangements for the time being. When the traveller sought his destination on horseback, with his treasure locked up in his saddle-bags, or stored away in his capacious pocket, the gentlemen of the road were the natural and necessary complement of their mode of locomotion. [809,883,994,932]
ad-paragraph: which is strictly recommended by the most eminent physicians, immediately removes all the most distressing symptoms attendant on indigestion and bilious attacks. [215,256,400,281]
guide-title: THE EMIGRANT'S GUIDE TO THE GOLDEN LAND, [425,79,586,99]
leader-paragraph: Under the pretence of advocating the interests of the members of the Land Company, some of Mr. O'Connor's personal enemies and slanderers allege, that the Bill for winding-up the affairs of that Company is drawn up with the view of giving undue advantages to that gentleman. As a proof that such is the case, it is stated that he has brought forward a Bill, and that any complaints with reference to the management of the Company, or of the estates, are habitually excluded from the columns of this paper. [611,1001,796,1067]
leader-paragraph: The liberal party in Parliament were deeply impressed with the importance of the urgent necessity of a fundamental and organic reform of our representative system; they would not be the present position of parties, a falling time for forcing the question upon the attention of the Government and the Legislature. [1007,434,1141,491]
ad-paragraph: Cure No. 71, of dyspepsia, from the Right Hon. the Lord Stuart de Decies. Gentlemen,—I have derived much benefit from the use of the Revalenta Food. It is only due to the public and to yourselves to state, that you are at liberty to make any use of this communication which you may think proper. [16,2436,201,2477]
leader-paragraph: Every age has its peculiar vices and its special crimes engendered by the predominating institutions and arrangements for the time being. When the traveller sought his destination on horseback, with his treasure locked up in his saddle-bags, or stored away in his capacious pocket, the gentlemen of the road were the natural and necessary complement of their mode of locomotion. [1007,601,1141,675]
leader-paragraph: Under the pretence of advocating the interests of the members of the Land Company, some of Mr. O'Connor's personal enemies and slanderers allege, that the Bill for winding-up the affairs of that Company is drawn up with the view of giving undue advantages to that gentleman. As a proof that such is the case, it is stated that he has brought forward a Bill, and that any complaints with reference to the management of the Company, or of the estates, are habitually excluded from the columns of this paper. [611,801,796,867]
leader-paragraph: Every age has its peculiar vices and its special crimes engendered by the predominating institutions and arrangements for the time being. When the traveller sought his destination on horseback, with his treasure locked up in his saddle-bags, or stored away in his capacious pocket, the gentlemen of the road were the natural and necessary complement of their mode of locomotion. [1007,1124,1141,1198]
leader-heading: POLICY OF THE PEOPLE'S PARTY. [621,1406,786,1417]
column-1 [16,63,201,2576]
leader-paragraph: Under the pretence of advocating the interests of the members of the Land Company, some of Mr. O'Connor's personal enemies and slanderers allege, that the Bill for winding-up the affairs of that Company is drawn up with the view of giving undue advantages to that gentleman. As a proof that such is the case, it is stated that he has brought forward a Bill, and that any complaints with reference to the management of the Company, or of the estates, are habitually excluded from the columns of this paper. [611,735,796,800]
leader-paragraph: Under the pretence of advocating the interests of the members of the Land Company, some of Mr. O'Connor's personal enemies and slanderers allege, that the Bill for winding-up the affairs of that Company is drawn up with the view of giving undue advantages to that gentleman. As a proof that such is the case, it is stated that he has brought forward a Bill, and that any complaints with reference to the management of the Company, or of the estates, are habitually excluded from the columns of this paper. [611,1443,796,1509]
paragraph: which is acknowledged by the faculty to be the only certain and efficacious remedy ever discovered for the cure of weakness, dimness of sight, inflamed eyelids, near sight, dimness, and all other diseases incidental to the eye. [215,485,400,518]
leader-paragraph: Every age has its peculiar vices and its special crimes engendered by the predominating institutions and arrangements for the time being. When the traveller sought his destination on horseback, with his treasure locked up in his saddle-bags, or stored away in his capacious pocket, the gentlemen of the road were the natural and necessary complement of their mode of locomotion. [809,1134,994,1185]
ad-paragraph: THIS excellent Family PILL is a Medicine of long-tried efficacy for correcting all disorders of the Stomach and Bowels, the common symptoms of which are Costiveness, Flatulency, Spasms, Loss of Appetite, Sick Headache, Giddiness, Sense of Fullness after meals. [413,710,598,751]
ad-paragraph: Du Barry's Revalenta Arabica Food is a farina of a plant, a genuine article, pleasant to the palate, and cheap, discovered, grown, and imported by Du Barry and Co., 127, New Bond-street, London. It is the highest approved and acknowledged remedy for indigestion (dyspepsia), constipation, and diarrhœa, acidity, heartburn, flatulency, distension, palpitation of the heart, nervous headache, deafness, noises in the head and ears, pains in almost every part of the body, inflammation and ulceration of the stomach, irritation of the kidneys and bladder, gravel, stone, strictures, erysipelas, eruptions of the skin, impurities and poverty of the blood, scrofula, incipient consumption, dropsy, rheumatism, gout, nausea and vomiting during pregnancy, after eating, or at sea. [16,2478,201,2576]
leader-paragraph: The liberal party in Parliament were deeply impressed with the importance of the urgent necessity of a fundamental and organic reform of our representative system; they would not be the present position of parties, a falling time for forcing the question upon the attention of the Government and the Legislature. [809,284,994,325]
ad-heading: CURE YOUR CORNS AND BUNIONS. [222,609,392,621]
column-6 [1007,63,1141,1960]
column-rule [406,63,407,1960]
leader-paragraph: influence and discussions so disproportionate to its numbers. It could but succeed in transferring equal earnestness and zeal into the party who profess to be advocates of political and social reforms. [809,368,994,401]
leader-paragraph: The liberal party in Parliament were deeply impressed with the importance of the urgent necessity of a fundamental and organic reform of our representative system; they would not be the present position of parties, a falling time for forcing the question upon the attention of the Government and the Legislature. [809,241,994,283]
leader-paragraph: Every age has its peculiar vices and its special crimes engendered by the predominating institutions and arrangements for the time being. When the traveller sought his destination on horseback, with his treasure locked up in his saddle-bags, or stored away in his capacious pocket, the gentlemen of the road were the natural and necessary complement of their mode of locomotion. [1007,1049,1141,1123]
ad-heading: FIVE MINUTES' ADVICE TO LOVERS [219,750,395,762]
leader-paragraph: The liberal party in Parliament were deeply impressed with the importance of the urgent necessity of a fundamental and organic reform of our representative system; they would not be the present position of parties, a falling time for forcing the question upon the attention of the Government and the Legislature. [809,429,994,470]
leader-paragraph: Under the pretence of advocating the interests of the members of the Land Company, some of Mr. O'Connor's personal enemies and slanderers allege, that the Bill for winding-up the affairs of that Company is drawn up with the view of giving undue advantages to that gentleman. As a proof that such is the case, it is stated that he has brought forward a Bill, and that any complaints with reference to the management of the Company, or of the estates, are habitually excluded from the columns of this paper. [611,601,796,667]
paragraph: Advice to Emigrants.—Cleveland Hoskins informs us of his safe arrival in New York. He sailed from Liverpool on the 23rd of January, and landed at New York on the 3rd of February. [611,156,796,181]
divider [629,1403,778,1404]
ad-paragraph: Du Barry's Revalenta Arabica Food is a farina of a plant, a genuine article, pleasant to the palate, and cheap, discovered, grown, and imported by Du Barry and Co., 127, New Bond-street, London. It is the highest approved and acknowledged remedy for indigestion (dyspepsia), constipation, and diarrhœa, acidity, heartburn, flatulency, distension, palpitation of the heart, nervous headache, deafness, noises in the head and ears, pains in almost every part of the body, inflammation and ulceration of the stomach, irritation of the kidneys and bladder, gravel, stone, strictures, erysipelas, eruptions of the skin, impurities and poverty of the blood, scrofula, incipient consumption, dropsy, rheumatism, gout, nausea and vomiting during pregnancy, after eating, or at sea. [16,774,201,873]
paragraph: In commemoration of the Birthday of MAXIMILIAN ROBESPIERRE. [413,473,598,490]
leader-paragraph: Under the pretence of advocating the interests of the members of the Land Company, some of Mr. O'Connor's personal enemies and slanderers allege, that the Bill for winding-up the affairs of that Company is drawn up with the view of giving undue advantages to that gentleman. As a proof that such is the case, it is stated that he has brought forward a Bill, and that any complaints with reference to the management of the Company, or of the estates, are habitually excluded from the columns of this paper. [611,535,796,600]
correspondents-heading: To Correspondents. [658,64,749,77]
leader-paragraph: The liberal party in Parliament were deeply impressed with the importance of the urgent necessity of a fundamental and organic reform of our representative system; they would not be the present position of parties, a falling time for forcing the question upon the attention of the Government and the Legislature. [1007,298,1141,356]
leader-paragraph: Under the pretence of advocating the interests of the members of the Land Company, some of Mr. O'Connor's personal enemies and slanderers allege, that the Bill for winding-up the affairs of that Company is drawn up with the view of giving undue advantages to that gentleman. As a proof that such is the case, it is stated that he has brought forward a Bill, and that any complaints with reference to the management of the Company, or of the estates, are habitually excluded from the columns of this paper. [611,1134,796,1200]
ad-heading: DIRECT LEGISLATION BY THE PEOPLE, or TRUE DEMOCRACY. [428,402,582,422]
section-heading: A FEW CASES. [74,918,142,928]
testimonial-paragraph: Cure No. 71, of dyspepsia, from the Right Hon. the Lord Stuart de Decies. Gentlemen,—I have derived much benefit from the use of the Revalenta Food. It is only due to the public and to yourselves to state, that you are at liberty to make any use of this communication which you may think proper. [16,570,201,611]
leader-paragraph: The liberal party in Parliament were deeply impressed with the importance of the urgent necessity of a fundamental and organic reform of our representative system; they would not be the present position of parties, a falling time for forcing the question upon the attention of the Government and the Legislature. [1007,163,1141,220]
section-heading: SIGHT RESTORED. [262,380,353,392]
paragraph: Advice to Emigrants.—Cleveland Hoskins informs us of his safe arrival in New York. He sailed from Liverpool on the 23rd of January, and landed at New York on the 3rd of February. [611,78,796,103]
